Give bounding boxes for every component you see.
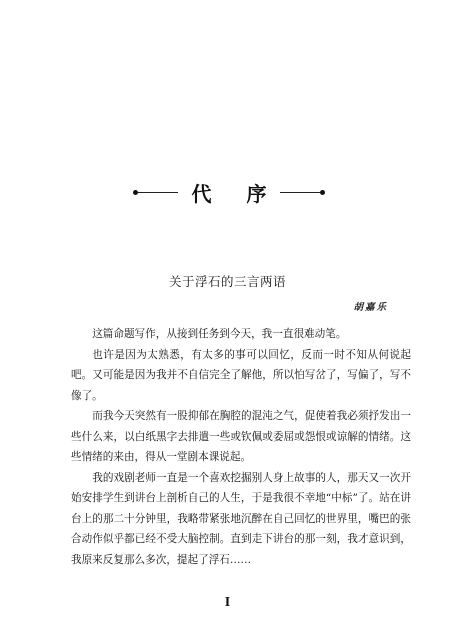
essay-title: 关于浮石的三言两语: [168, 274, 286, 289]
chapter-heading: [133, 177, 325, 207]
ornament-rule-left: [138, 192, 178, 193]
ornament-rule-right: [280, 192, 320, 193]
paragraph: 我的戏剧老师一直是一个喜欢挖掘别人身上故事的人，那天又一次开始安排学生到讲台上剖析自己的人生，于是我很不幸地“中标”了。站在讲台上的那二十分钟里，我略带紧张地沉醉在自己回忆的世界里，嘴巴的张合动作似乎都已经不受大脑控制。直到走下讲台的那一刻，我才意识到，我原来反复那么多次，提起了浮石……: [71, 471, 411, 566]
paragraph: 也许是因为太熟悉，有太多的事可以回忆，反而一时不知从何说起吧。又可能是因为我并不自信完全了解他，所以怕写岔了，写偏了，写不像了。: [71, 348, 411, 402]
page-number: I: [224, 595, 231, 610]
ornament-dot-right: [320, 190, 325, 195]
paragraph: 这篇命题写作，从接到任务到今天，我一直很难动笔。: [92, 328, 347, 340]
paragraph: 而我今天突然有一股抑郁在胸腔的混沌之气，促使着我必须抒发出一些什么来，以白纸黑字去排遣一些或钦佩或委屈或怨恨或谅解的情绪。这些情绪的来由，得从一堂剧本课说起。: [71, 410, 411, 463]
essay-author: 胡嘉乐: [353, 302, 388, 313]
essay-body: [71, 324, 411, 570]
chapter-title: 代 序: [191, 181, 281, 206]
